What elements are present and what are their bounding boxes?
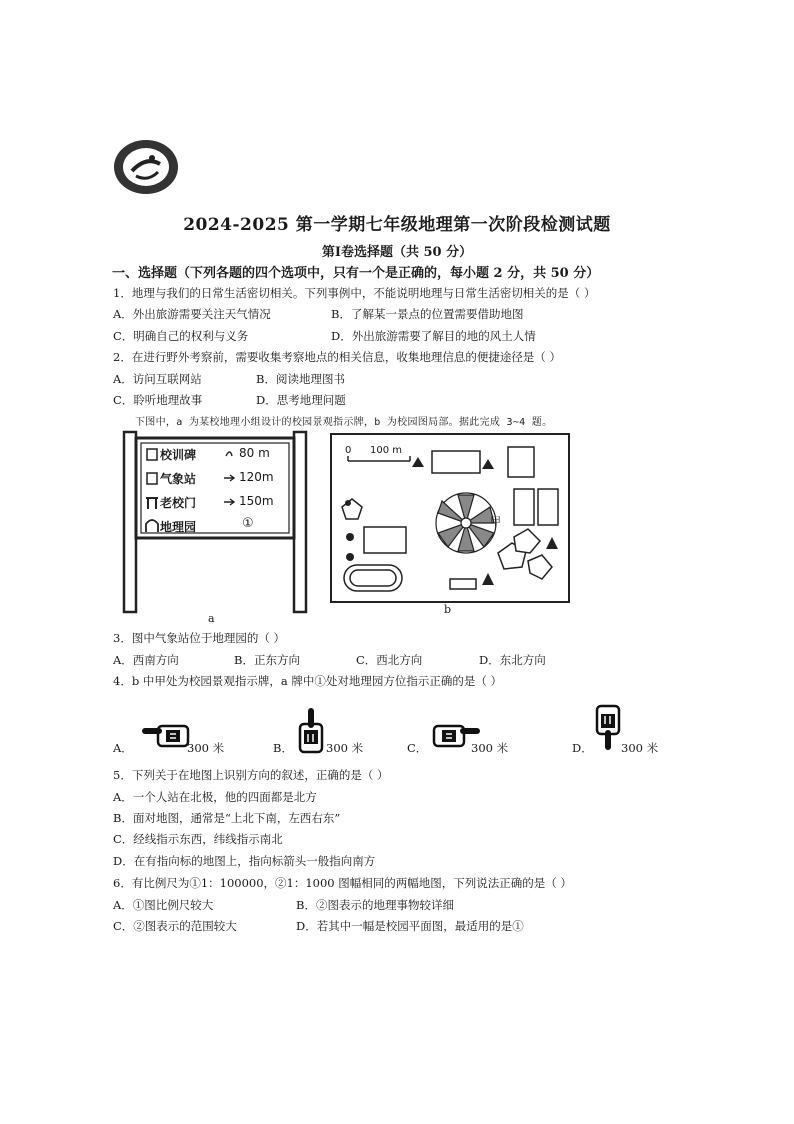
q5-option-a[interactable]: A．一个人站在北极，他的四面都是北方 (113, 790, 317, 804)
q4-option-a-distance: 300 米 (187, 741, 225, 755)
hand-pointing-down-icon (595, 704, 621, 756)
q6-option-d[interactable]: D．若其中一幅是校园平面图，最适用的是① (296, 919, 524, 933)
figure-b-caption: b (444, 603, 452, 616)
sign-row-3-value: 150m (239, 494, 274, 508)
q4-option-a-label[interactable]: A． (113, 741, 133, 755)
q5-option-c[interactable]: C．经线指示东西，纬线指示南北 (113, 832, 283, 846)
q3-option-d[interactable]: D．东北方向 (479, 653, 546, 667)
q3-option-b[interactable]: B．正东方向 (234, 653, 300, 667)
sign-row-4-name: 地理园 (160, 520, 197, 534)
section-heading: 一、选择题（下列各题的四个选项中，只有一个是正确的，每小题 2 分，共 50 分） (112, 266, 600, 281)
q6-option-a[interactable]: A．①图比例尺较大 (113, 898, 214, 912)
q4-option-d-distance: 300 米 (621, 741, 659, 755)
figure-b-map (330, 433, 570, 603)
q1-stem: 1．地理与我们的日常生活密切相关。下列事例中，不能说明地理与日常生活密切相关的是（ ） (113, 286, 596, 300)
sign-row-1-name: 校训碑 (160, 448, 197, 462)
sign-row-3-name: 老校门 (160, 496, 197, 510)
q2-option-b[interactable]: B．阅读地理图书 (256, 372, 345, 386)
sign-row-2-name: 气象站 (160, 472, 197, 486)
sign-row-1-value: 80 m (239, 446, 270, 460)
q6-option-b[interactable]: B．②图表示的地理事物较详细 (296, 898, 454, 912)
q4-option-d-label[interactable]: D． (572, 741, 593, 755)
school-logo (112, 138, 180, 196)
q4-stem: 4．b 中甲处为校园景观指示牌，a 牌中①处对地理园方位指示正确的是（ ） (113, 674, 502, 688)
hand-pointing-left-icon (140, 722, 192, 754)
q3-option-a[interactable]: A．西南方向 (113, 653, 179, 667)
exam-title: 2024-2025 第一学期七年级地理第一次阶段检测试题 (183, 215, 611, 235)
sign-row-4-value: ① (242, 516, 254, 531)
q5-stem: 5．下列关于在地图上识别方向的叙述，正确的是（ ） (113, 768, 389, 782)
round-garden (436, 493, 496, 553)
q1-option-b[interactable]: B．了解某一景点的位置需要借助地图 (331, 307, 524, 321)
q1-option-c[interactable]: C．明确自己的权利与义务 (113, 329, 249, 343)
q2-option-c[interactable]: C．聆听地理故事 (113, 393, 203, 407)
q6-stem: 6．有比例尺为①1：100000，②1：1000 图幅相同的两幅地图，下列说法正确的是（ ） (113, 876, 572, 890)
q3-stem: 3．图中气象站位于地理园的（ ） (113, 631, 285, 645)
q6-option-c[interactable]: C．②图表示的范围较大 (113, 919, 237, 933)
q2-stem: 2．在进行野外考察前，需要收集考察地点的相关信息，收集地理信息的便捷途径是（ ） (113, 350, 561, 364)
q4-option-c-distance: 300 米 (471, 741, 509, 755)
q4-option-b-distance: 300 米 (326, 741, 364, 755)
scale-value: 100 m (370, 445, 403, 456)
sign-row-2-value: 120m (239, 470, 274, 484)
q5-option-d[interactable]: D．在有指向标的地图上，指向标箭头一般指向南方 (113, 854, 376, 868)
figure-intro: 下图中，a 为某校地理小组设计的校园景观指示牌，b 为校园图局部。据此完成 3~4 题。 (135, 417, 553, 428)
q4-option-c-label[interactable]: C． (407, 741, 428, 755)
figure-a-sign (118, 430, 318, 622)
q4-option-b-label[interactable]: B． (273, 741, 293, 755)
q2-option-d[interactable]: D．思考地理问题 (256, 393, 346, 407)
q5-option-b[interactable]: B．面对地图，通常是“上北下南，左西右东” (113, 811, 341, 825)
scale-zero: 0 (345, 445, 352, 456)
q1-option-d[interactable]: D．外出旅游需要了解目的地的风土人情 (331, 329, 536, 343)
marker-jia: 甲 (490, 515, 501, 528)
q1-option-a[interactable]: A．外出旅游需要关注天气情况 (113, 307, 271, 321)
figure-a-caption: a (208, 612, 215, 625)
hand-pointing-up-icon (298, 706, 324, 758)
q3-option-c[interactable]: C．西北方向 (356, 653, 423, 667)
q2-option-a[interactable]: A．访问互联网站 (113, 372, 202, 386)
part-title: 第Ⅰ卷选择题（共 50 分） (321, 245, 473, 260)
